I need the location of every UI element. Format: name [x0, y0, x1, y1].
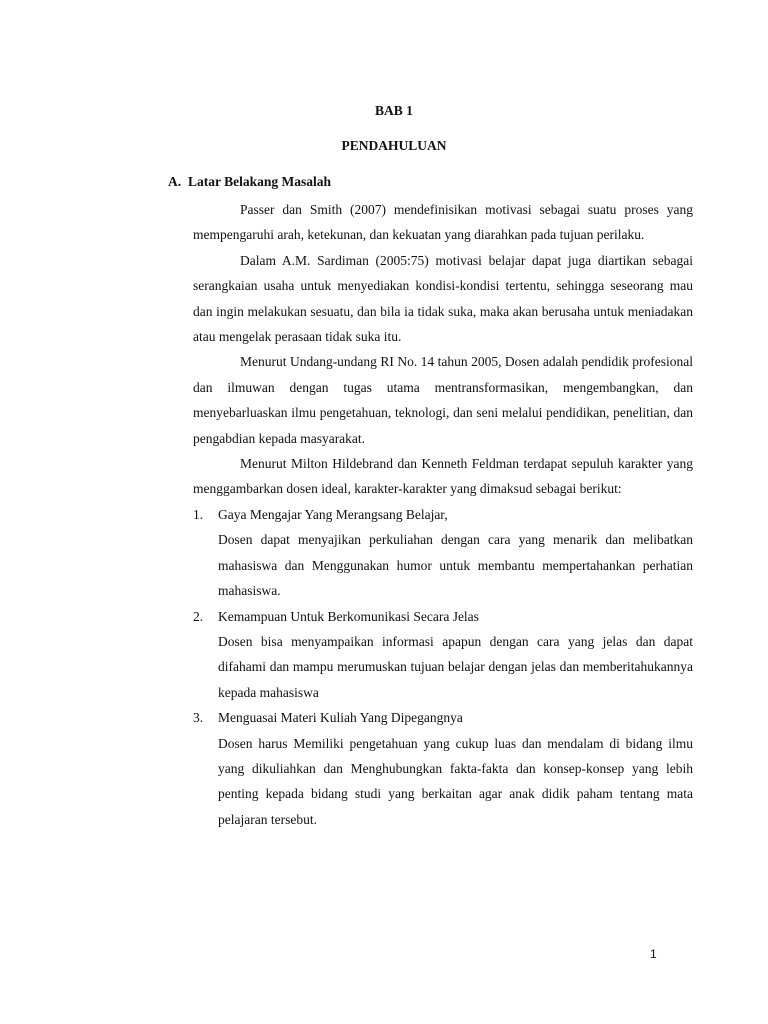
list-item — [193, 502, 693, 604]
list-item-description: Dosen bisa menyampaikan informasi apapun dengan cara yang jelas dan dapat difahami dan mampu merumuskan tujuan belajar dengan jelas dan memberitahukannya kepada mahasiswa — [218, 633, 693, 700]
list-item — [193, 705, 693, 832]
list-item-title: Menguasai Materi Kuliah Yang Dipegangnya — [218, 710, 463, 726]
list-item-title: Kemampuan Untuk Berkomunikasi Secara Jelas — [218, 608, 479, 624]
document-body — [193, 197, 693, 832]
paragraph: Passer dan Smith (2007) mendefinisikan motivasi sebagai suatu proses yang mempengaruhi arah, ketekunan, dan kekuatan yang diarahkan pada tujuan perilaku. — [193, 202, 693, 243]
list-item-number: 2. — [193, 608, 204, 624]
section-title: Latar Belakang Masalah — [188, 174, 332, 189]
list-item-number: 1. — [193, 506, 204, 522]
paragraph: Menurut Milton Hildebrand dan Kenneth Feldman terdapat sepuluh karakter yang menggambarkan dosen ideal, karakter-karakter yang dimaksud sebagai berikut: — [193, 456, 693, 497]
list-item-description: Dosen harus Memiliki pengetahuan yang cukup luas dan mendalam di bidang ilmu yang dikuliahkan dan Menghubungkan fakta-fakta dan konsep-konsep yang lebih penting kepada bidang studi yang berkaitan agar anak didik paham tentang mata pelajaran tersebut. — [218, 735, 693, 827]
chapter-title: PENDAHULUAN — [341, 138, 447, 153]
paragraph: Dalam A.M. Sardiman (2005:75) motivasi belajar dapat juga diartikan sebagai serangkaian usaha untuk menyediakan kondisi-kondisi tertentu, sehingga seseorang mau dan ingin melakukan sesuatu, dan bila ia tidak suka, maka akan berusaha untuk meniadakan atau mengelak perasaan tidak suka itu. — [193, 252, 693, 345]
chapter-heading: BAB 1 — [375, 103, 413, 118]
section-letter: A. — [168, 174, 182, 189]
list-item-description: Dosen dapat menyajikan perkuliahan dengan cara yang menarik dan melibatkan mahasiswa dan Menggunakan humor untuk membantu mempertahankan perhatian mahasiswa. — [218, 532, 693, 599]
characteristics-list — [193, 502, 693, 832]
list-item-number: 3. — [193, 710, 204, 726]
section-heading — [168, 174, 331, 190]
list-item-title: Gaya Mengajar Yang Merangsang Belajar, — [218, 506, 448, 522]
paragraph: Menurut Undang-undang RI No. 14 tahun 2005, Dosen adalah pendidik profesional dan ilmuwan dengan tugas utama mentransformasikan, mengembangkan, dan menyebarluaskan ilmu pengetahuan, teknologi, dan seni melalui pendidikan, penelitian, dan pengabdian kepada masyarakat. — [193, 354, 693, 446]
list-item — [193, 604, 693, 706]
page-number: 1 — [650, 947, 657, 961]
